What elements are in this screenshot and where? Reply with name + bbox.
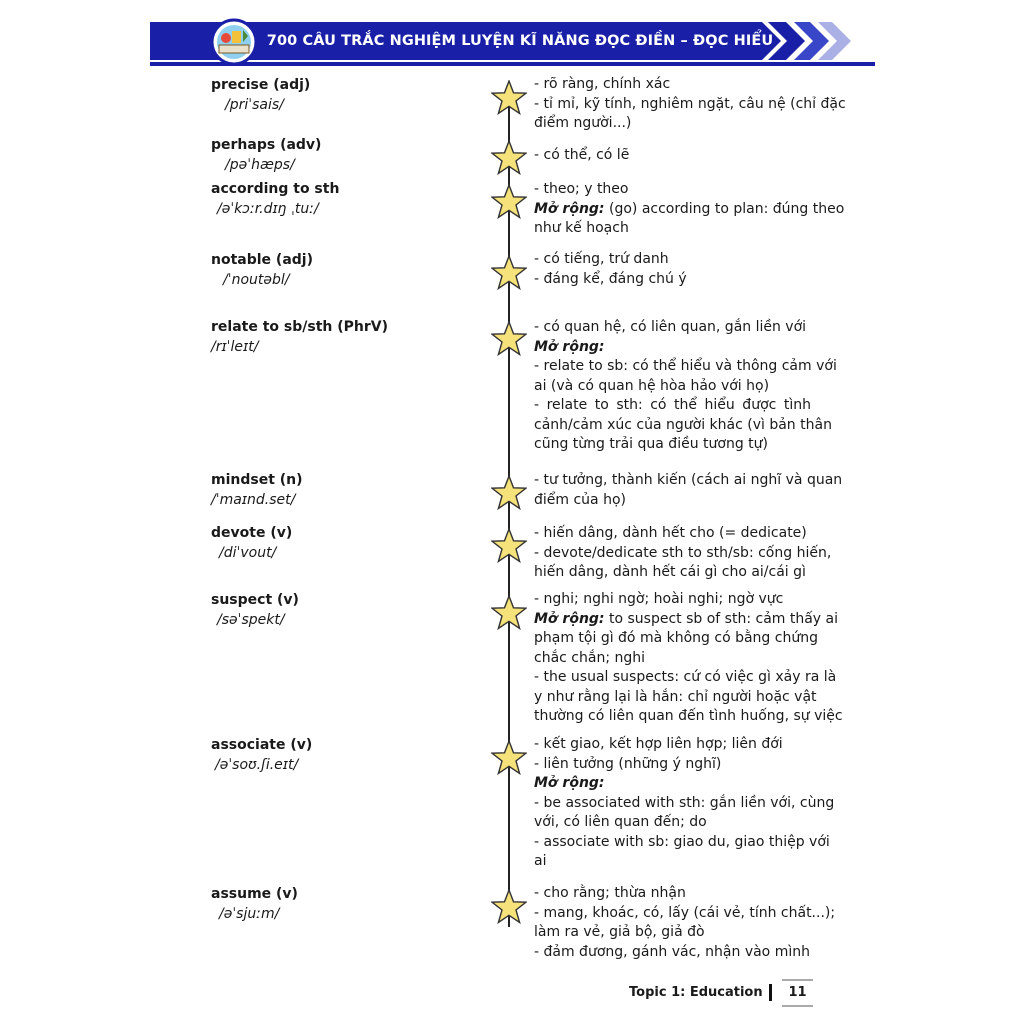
definition-line: - đáng kể, đáng chú ý — [534, 270, 687, 287]
banner-underline — [150, 62, 875, 66]
word: suspect (v) — [211, 592, 299, 608]
vocab-term — [211, 179, 339, 219]
star-icon — [491, 80, 527, 116]
phonetic: /ˈmaɪnd.set/ — [211, 492, 296, 508]
expand-label: Mở rộng: — [534, 775, 605, 791]
definition-line: điểm của họ) — [534, 491, 626, 508]
definition-line: - có thể, có lẽ — [534, 147, 630, 163]
definition — [534, 180, 845, 239]
star-icon — [491, 184, 527, 220]
definition-line: - tư tưởng, thành kiến (cách ai nghĩ và quan — [534, 472, 843, 488]
word: associate (v) — [211, 737, 313, 753]
definition-line: ai — [534, 853, 547, 869]
vocab-term — [211, 250, 313, 290]
definition — [534, 250, 811, 289]
star-icon — [491, 595, 527, 631]
definition-line: điểm người...) — [534, 115, 632, 131]
definition-line: - nghi; nghi ngờ; hoài nghi; ngờ vực — [534, 591, 784, 607]
star-icon — [491, 255, 527, 291]
definition-text: (go) according to plan: đúng theo — [609, 200, 845, 217]
star-icon — [491, 475, 527, 511]
vocab-term — [211, 523, 292, 563]
definition-line: như kế hoạch — [534, 220, 629, 236]
definition-line: - associate with sb: giao du, giao thiệp với — [534, 833, 830, 850]
phonetic: /diˈvout/ — [219, 545, 277, 561]
definition-line: - hiến dâng, dành hết cho (= dedicate) — [534, 525, 807, 541]
word: mindset (n) — [211, 472, 303, 488]
definition-line: - be associated with sth: gắn liền với, cùng — [534, 794, 835, 811]
vocab-term — [211, 470, 303, 510]
definition-text: to suspect sb of sth: cảm thấy ai — [609, 610, 839, 627]
definition-line: - cho rằng; thừa nhận — [534, 885, 686, 901]
definition-line: - có quan hệ, có liên quan, gắn liền với — [534, 319, 807, 335]
definition-line: - theo; y theo — [534, 181, 629, 197]
definition-line: - liên tưởng (những ý nghĩ) — [534, 755, 722, 772]
word: relate to sb/sth (PhrV) — [211, 319, 388, 335]
phonetic: /əˈkɔːr.dɪŋ ˌtuː/ — [217, 201, 319, 217]
definition-line: hiến dâng, dành hết cái gì cho ai/cái gì — [534, 564, 806, 580]
definition-line: - mang, khoác, có, lấy (cái vẻ, tính chất...); — [534, 904, 836, 921]
definition-line: y như rằng lại là hắn: chỉ người hoặc vật — [534, 688, 817, 705]
school-logo-icon — [210, 18, 258, 66]
definition-line: cũng từng trải qua điều tương tự) — [534, 436, 768, 452]
definition-line: với, có liên quan đến; do — [534, 814, 707, 830]
definition-line: chắc chắn; nghi — [534, 649, 646, 666]
word: perhaps (adv) — [211, 137, 322, 153]
expand-label: Mở rộng: — [534, 610, 605, 627]
definition-line: - tỉ mỉ, kỹ tính, nghiêm ngặt, câu nệ (chỉ đặc — [534, 95, 846, 112]
definition-line: - rõ ràng, chính xác — [534, 76, 671, 92]
vocab-term — [211, 317, 388, 357]
phonetic: /səˈspekt/ — [217, 612, 285, 628]
star-icon — [491, 321, 527, 357]
vocab-term — [211, 884, 298, 924]
phonetic: /priˈsais/ — [225, 97, 284, 113]
definition-line: làm ra vẻ, giả bộ, giả đò — [534, 924, 705, 940]
definition — [534, 884, 836, 962]
definition-line: - relate to sth: có thể hiểu được tình — [534, 397, 811, 413]
definition-line: cảnh/cảm xúc của người khác (vì bản thân — [534, 416, 832, 433]
definition-line: - the usual suspects: cứ có việc gì xảy ra là — [534, 669, 837, 685]
definition-line: - kết giao, kết hợp liên hợp; liên đới — [534, 736, 783, 752]
vocab-term — [211, 590, 299, 630]
star-icon — [491, 740, 527, 776]
expand-label: Mở rộng: — [534, 338, 605, 355]
star-icon — [491, 140, 527, 176]
word: devote (v) — [211, 525, 293, 541]
footer-topic: Topic 1: Education — [629, 985, 763, 1000]
definition — [534, 735, 835, 872]
definition-line: thường có liên quan đến tình huống, sự việc — [534, 708, 843, 724]
definition — [534, 318, 837, 455]
definition-line: ai (và có quan hệ hòa hảo với họ) — [534, 377, 770, 394]
definition-line: - relate to sb: có thể hiểu và thông cảm với — [534, 358, 837, 374]
definition-line: - có tiếng, trứ danh — [534, 251, 669, 267]
vocab-term — [211, 735, 312, 775]
definition — [534, 75, 846, 134]
expand-label: Mở rộng: — [534, 200, 605, 217]
definition-line: - devote/dedicate sth to sth/sb: cống hiến, — [534, 544, 832, 561]
phonetic: /ˈnoutəbl/ — [223, 272, 290, 288]
definition-line: - đảm đương, gánh vác, nhận vào mình — [534, 943, 810, 960]
star-icon — [491, 889, 527, 925]
header-banner — [150, 22, 875, 60]
star-icon — [491, 528, 527, 564]
vocab-term — [211, 75, 310, 115]
word: precise (adj) — [211, 77, 311, 93]
phonetic: /əˈsjuːm/ — [219, 906, 280, 922]
page-number: 11 — [782, 979, 813, 1007]
definition — [534, 524, 832, 583]
definition — [534, 471, 843, 510]
definition — [534, 146, 811, 166]
phonetic: /əˈsoʊ.ʃi.eɪt/ — [215, 757, 299, 773]
definition-line — [534, 610, 839, 630]
footer-divider — [769, 984, 772, 1001]
word: according to sth — [211, 181, 340, 197]
page-title: 700 CÂU TRẮC NGHIỆM LUYỆN KĨ NĂNG ĐỌC ĐIỀN – ĐỌC HIỂU — [266, 33, 774, 49]
word: assume (v) — [211, 886, 298, 902]
phonetic: /rɪˈleɪt/ — [211, 339, 259, 355]
vocab-term — [211, 135, 321, 175]
definition-line — [534, 200, 845, 220]
phonetic: /pəˈhæps/ — [225, 157, 295, 173]
definition-line: phạm tội gì đó mà không có bằng chứng — [534, 630, 818, 646]
word: notable (adj) — [211, 252, 313, 268]
definition — [534, 590, 843, 727]
